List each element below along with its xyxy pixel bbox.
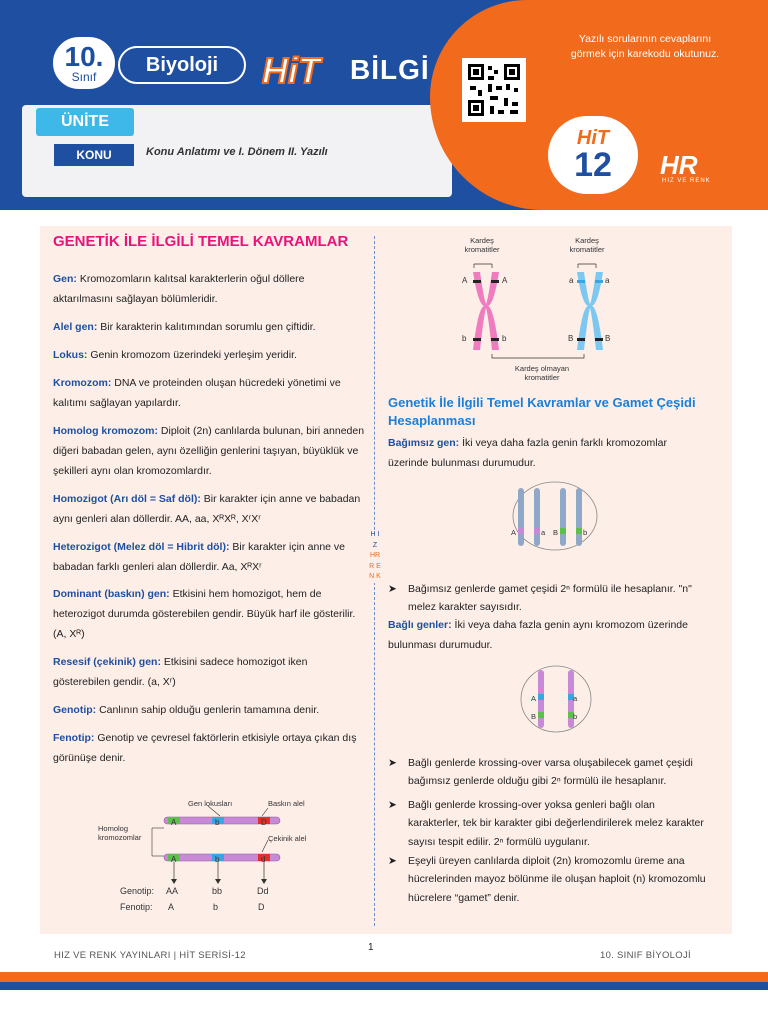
side-brand-hr: HR: [369, 552, 381, 559]
definition-bagli-genler: [388, 616, 706, 656]
phenotype-value: b: [213, 902, 219, 912]
definition-fenotip: [53, 729, 365, 769]
allele-letter: a: [541, 528, 546, 537]
grade-number: 10.: [64, 41, 104, 72]
footer-publisher: HIZ VE RENK YAYINLARI | HİT SERİSİ-12: [54, 950, 246, 961]
allele-letter: B: [553, 528, 559, 537]
konu-tag: KONU: [54, 144, 134, 166]
allele-letter: A: [502, 276, 508, 285]
allele-letter: B: [531, 712, 537, 721]
definition-text: Diploit (2n) canlılarda bulunan, biri anneden diğeri babadan gelen, aynı özelliğin genlerini taşıyan, büyüklük ve şekilleri aynı olan kromozomlardır.: [53, 424, 365, 477]
genotype-value: bb: [212, 886, 223, 896]
grade-badge: [50, 34, 118, 92]
gene-letter: b: [215, 818, 220, 827]
definition-text: İki veya daha fazla genin farklı kromozomlar üzerinde bulunması durumudur.: [388, 437, 667, 469]
kardes-kromatitler-label-2: Kardeş kromatitler: [569, 236, 605, 254]
gen-lokuslari-label: Gen lokusları: [188, 799, 233, 808]
bullet-gamet-tanimi: ➤ Eşeyli üreyen canlılarda diploit (2n) kromozomlu üreme ana hücrelerinden mayoz bölünme ile oluşan haploit (n) kromozomlu hücrelere “gamet” denir.: [388, 852, 706, 907]
homolog-label: [98, 824, 141, 842]
term: Bağımsız gen:: [388, 437, 460, 449]
kromozomlar-word: kromozomlar: [98, 833, 142, 842]
hit12-badge: [548, 116, 638, 194]
footer-blue-bar: [0, 982, 768, 990]
genotip-label: Genotip:: [120, 886, 155, 896]
bullet-bagli-krossing-var: ➤ Bağlı genlerde krossing-over varsa oluşabilecek gamet çeşidi bağımsız genlerde olduğu gibi 2ⁿ formülü ile hesaplanır.: [388, 754, 706, 791]
definition-homozigot: [53, 490, 365, 530]
term: Kromozom:: [53, 377, 112, 389]
gene-letter: D: [261, 818, 267, 827]
gene-letter: b: [215, 855, 220, 864]
allele-letter: a: [573, 694, 578, 703]
term: Heterozigot (Melez döl = Hibrit döl):: [53, 540, 230, 553]
side-brand-hiz: H I Z: [370, 531, 380, 549]
definition-alel-gen: [53, 318, 365, 338]
definition-heterozigot: [53, 538, 365, 578]
page-header: [0, 0, 768, 210]
definition-text: Genin kromozom üzerindeki yerleşim yeridir.: [87, 349, 297, 362]
definition-bagimsiz-gen: [388, 434, 706, 474]
hit12-number: 12: [574, 146, 612, 184]
gene-letter: A: [171, 818, 177, 827]
term: Fenotip:: [53, 732, 95, 745]
term: Bağlı genler:: [388, 619, 452, 631]
definition-text: Bir karakterin kalıtımından sorumlu gen çiftidir.: [97, 321, 316, 334]
unite-tag: ÜNİTE: [36, 108, 134, 136]
term: Alel gen:: [53, 321, 98, 334]
bilgi-logo: BİLGİ: [350, 54, 430, 85]
kardes-kromatitler-label-1: Kardeş kromatitler: [464, 236, 500, 254]
sister-chromatid-diagram: [456, 258, 616, 364]
term: Dominant (baskın) gen:: [53, 588, 170, 601]
definition-text: Etkisini sadece homozigot iken gösterebilen gendir. (a, Xʳ): [53, 656, 308, 689]
bullet-bagli-krossing-yok: ➤ Bağlı genlerde krossing-over yoksa genleri bağlı olan karakterler, tek bir karakter gibi değerlendirilerek melez karakter sayısı tespit edilir. 2ⁿ formülü uygulanır.: [388, 796, 706, 851]
hit-logo: HiT: [262, 50, 320, 91]
definition-text: DNA ve proteinden oluşan hücredeki yönetimi ve kalıtımı sağlayan yapılardır.: [53, 377, 341, 409]
definition-text: İki veya daha fazla genin aynı kromozom üzerinde bulunması durumudur.: [388, 619, 688, 651]
kardes-olmayan-label: Kardeş olmayan kromatitler: [514, 364, 570, 382]
footer-orange-bar: [0, 972, 768, 982]
definition-text: Canlının sahip olduğu genlerin tamamına denir.: [96, 704, 320, 717]
side-brand: [369, 530, 381, 583]
fenotip-label: Fenotip:: [120, 902, 153, 912]
hr-logo-sub: HIZ VE RENK: [662, 178, 711, 184]
definition-genotip: [53, 701, 365, 721]
gene-letter: d: [261, 855, 266, 864]
allele-letter: A: [511, 528, 517, 537]
allele-letter: A: [531, 694, 537, 703]
definition-lokus: [53, 346, 365, 366]
definition-resesif: [53, 653, 365, 693]
konu-text: Konu Anlatımı ve I. Dönem II. Yazılı: [146, 146, 328, 158]
left-column: [53, 232, 365, 777]
definition-homolog: [53, 422, 365, 482]
phenotype-value: A: [168, 902, 175, 912]
allele-letter: b: [583, 528, 588, 537]
subject-pill: Biyoloji: [118, 46, 246, 84]
hr-logo: HR: [660, 150, 698, 180]
section-subtitle: Genetik İle İlgili Temel Kavramlar ve Gamet Çeşidi Hesaplanması: [388, 395, 696, 428]
main-title: GENETİK İLE İLGİLİ TEMEL KAVRAMLAR: [53, 233, 349, 250]
gene-letter: A: [171, 855, 177, 864]
independent-genes-diagram: [510, 480, 600, 552]
definition-text: Kromozomların kalıtsal karakterlerin oğul döllere aktarılmasını sağlayan bölümleridir.: [53, 273, 305, 306]
grade-label: Sınıf: [71, 70, 97, 84]
term: Resesif (çekinik) gen:: [53, 656, 161, 669]
hit12-brand: HiT: [576, 127, 610, 149]
allele-letter: B: [568, 334, 574, 343]
allele-letter: A: [462, 276, 468, 285]
term: Lokus:: [53, 349, 88, 362]
bullet-bagimsiz-gamet: ➤ Bağımsız genlerde gamet çeşidi 2ⁿ formülü ile hesaplanır. "n" melez karakter sayısıdır.: [388, 580, 706, 617]
definition-gen: [53, 270, 365, 310]
side-brand-renk: R E N K: [369, 562, 381, 580]
allele-letter: b: [502, 334, 507, 343]
page-number: 1: [368, 942, 374, 953]
definition-text: Bir karakter için anne ve babadan aynı genleri alan döllerdir. AA, aa, XᴿXᴿ, XʳXʳ: [53, 492, 361, 525]
definition-dominant: [53, 585, 365, 645]
genotype-value: AA: [166, 886, 179, 896]
allele-letter: b: [462, 334, 467, 343]
allele-letter: a: [569, 276, 574, 285]
cekinik-alel-label: Çekinik alel: [268, 834, 307, 843]
allele-letter: a: [605, 276, 610, 285]
definition-kromozom: [53, 374, 365, 414]
genotype-value: Dd: [257, 886, 269, 896]
qr-note: Yazılı sorularının cevaplarını görmek için karekodu okutunuz.: [570, 33, 720, 61]
term: Genotip:: [53, 704, 97, 717]
term: Homolog kromozom:: [53, 424, 158, 437]
footer-course: 10. SINIF BİYOLOJİ: [600, 950, 691, 961]
baskin-alel-label: Baskın alel: [268, 799, 305, 808]
phenotype-value: D: [258, 902, 265, 912]
qr-code-graphic: [466, 62, 522, 118]
linked-genes-diagram: [518, 664, 594, 734]
qr-code-icon[interactable]: [462, 58, 526, 122]
term: Gen:: [53, 273, 77, 286]
allele-letter: b: [573, 712, 578, 721]
term: Homozigot (Arı döl = Saf döl):: [53, 492, 201, 505]
homolog-word: Homolog: [98, 824, 129, 833]
definition-text: Bir karakter için anne ve babadan farklı genleri alan döllerdir. Aa, XᴿXʳ: [53, 540, 346, 573]
allele-letter: B: [605, 334, 611, 343]
definition-text: Genotip ve çevresel faktörlerin etkisiyle ortaya çıkan dış görünüşe denir.: [53, 732, 357, 764]
definition-text: Etkisini hem homozigot, hem de heterozigot durumda gösterebilen gendir. Büyük harf ile gösterilir. (A, Xᴿ): [53, 588, 356, 641]
